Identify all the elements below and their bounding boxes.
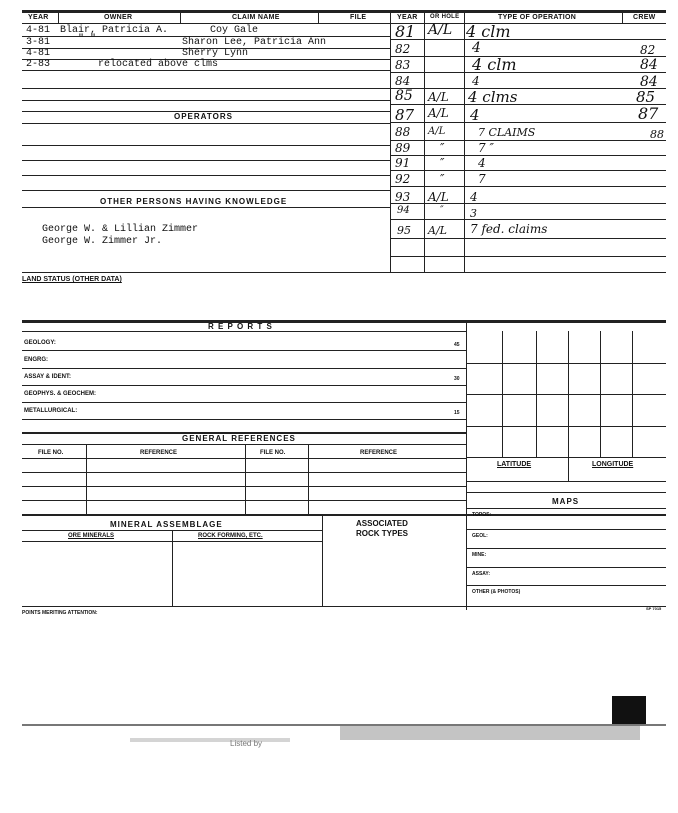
- op-1-year: 81: [395, 22, 416, 41]
- op-8-year: 89: [395, 141, 411, 155]
- op-3-year: 83: [395, 58, 411, 72]
- owner-row-1-claim: Coy Gale: [210, 25, 259, 36]
- op-6-hole: A/L: [428, 106, 449, 120]
- op-3-type: 4 clm: [472, 55, 517, 74]
- knowledge-person-2: George W. Zimmer Jr.: [42, 236, 163, 247]
- maps-other: OTHER (& PHOTOS): [472, 589, 521, 595]
- owner-row-4-year: 2-83: [26, 59, 51, 70]
- reports-title: R E P O R T S: [208, 322, 273, 331]
- op-5-year: 85: [395, 88, 413, 104]
- op-9-year: 91: [395, 156, 411, 170]
- header-file: FILE: [350, 14, 367, 21]
- header-year-2: YEAR: [397, 14, 418, 21]
- op-5-type: 4 clms: [468, 88, 518, 106]
- maps-mine: MINE:: [472, 552, 487, 558]
- op-12-hole: ″: [440, 205, 444, 216]
- op-9-hole: ″: [440, 156, 445, 170]
- op-11-hole: A/L: [428, 190, 449, 204]
- owner-row-2-year: 3-81: [26, 37, 51, 48]
- op-6-crew: 87: [638, 104, 659, 123]
- associated-label: ASSOCIATED: [356, 519, 408, 528]
- header-owner: OWNER: [104, 14, 133, 21]
- ref-file-no-1: FILE NO.: [38, 450, 64, 456]
- rock-forming-label: ROCK FORMING, ETC.: [198, 533, 263, 539]
- report-geology: GEOLOGY:: [24, 340, 56, 346]
- op-4-year: 84: [395, 74, 411, 88]
- op-13-hole: A/L: [428, 224, 447, 237]
- op-4-type: 4: [472, 74, 480, 88]
- op-7-hole: A/L: [428, 126, 446, 137]
- owner-row-3-claim: Sherry Lynn: [182, 48, 249, 59]
- op-10-year: 92: [395, 172, 411, 186]
- ore-minerals-label: ORE MINERALS: [68, 533, 115, 539]
- report-engrg: ENGRG:: [24, 357, 48, 363]
- owner-row-4-owner: relocated above clms: [98, 59, 219, 70]
- op-13-year: 95: [397, 224, 411, 237]
- op-1-type: 4 clm: [466, 22, 511, 41]
- header-year: YEAR: [28, 14, 49, 21]
- op-4-crew: 84: [640, 74, 658, 90]
- op-8-hole: ″: [440, 141, 445, 155]
- op-5-hole: A/L: [428, 90, 449, 104]
- mineral-assemblage-title: MINERAL ASSEMBLAGE: [110, 520, 223, 529]
- form-number: SP 7015: [646, 606, 662, 611]
- header-or-hole: OR HOLE: [430, 14, 460, 20]
- maps-geol: GEOL:: [472, 533, 488, 539]
- owner-row-3-year: 4-81: [26, 48, 51, 59]
- general-references-title: GENERAL REFERENCES: [182, 434, 296, 443]
- report-assay: ASSAY & IDENT:: [24, 374, 72, 380]
- op-10-hole: ″: [440, 172, 445, 186]
- ref-reference-1: REFERENCE: [140, 450, 178, 456]
- maps-topos: TOPOS:: [472, 512, 492, 518]
- ref-reference-2: REFERENCE: [360, 450, 398, 456]
- op-11-year: 93: [395, 190, 411, 204]
- owner-row-1-owner: Blair, Patricia A.: [60, 25, 169, 36]
- owner-row-1-year: 4-81: [26, 25, 51, 36]
- op-11-type: 4: [470, 190, 478, 204]
- rock-types-label: ROCK TYPES: [356, 529, 409, 538]
- header-crew: CREW: [633, 14, 656, 21]
- latitude-label: LATITUDE: [497, 461, 532, 468]
- op-12-type: 3: [470, 207, 477, 220]
- report-geology-num: 45: [454, 342, 460, 348]
- op-12-year: 94: [397, 205, 410, 216]
- op-13-type: 7 fed. claims: [470, 222, 548, 236]
- report-metallurgical: METALLURGICAL:: [24, 408, 78, 414]
- op-9-type: 4: [478, 156, 486, 170]
- op-7-type: 7 CLAIMS: [478, 126, 536, 139]
- maps-assay: ASSAY:: [472, 571, 491, 577]
- owner-row-2-owner: " ": [78, 34, 97, 45]
- op-1-hole: A/L: [428, 22, 453, 38]
- op-2-type: 4: [472, 40, 481, 56]
- longitude-label: LONGITUDE: [592, 461, 634, 468]
- operators-title: OPERATORS: [174, 112, 233, 121]
- report-assay-num: 30: [454, 376, 460, 382]
- land-status-label: LAND STATUS (OTHER DATA): [22, 276, 122, 283]
- maps-title: MAPS: [552, 497, 580, 506]
- op-6-year: 87: [395, 106, 415, 124]
- op-6-type: 4: [470, 106, 480, 124]
- op-7-year: 88: [395, 125, 411, 139]
- scan-text: Listed by: [230, 739, 263, 748]
- op-7-crew: 88: [650, 128, 664, 141]
- header-type-of-operation: TYPE OF OPERATION: [498, 14, 577, 21]
- op-10-type: 7: [478, 172, 486, 186]
- points-meriting-label: POINTS MERITING ATTENTION:: [22, 610, 98, 616]
- owner-row-2-claim: Sharon Lee, Patricia Ann: [182, 37, 327, 48]
- knowledge-title: OTHER PERSONS HAVING KNOWLEDGE: [100, 197, 288, 206]
- header-claim-name: CLAIM NAME: [232, 14, 280, 21]
- ref-file-no-2: FILE NO.: [260, 450, 286, 456]
- report-metallurgical-num: 15: [454, 410, 460, 416]
- op-3-crew: 84: [640, 57, 658, 73]
- op-8-type: 7 ″: [478, 141, 494, 155]
- knowledge-person-1: George W. & Lillian Zimmer: [42, 224, 199, 235]
- op-2-year: 82: [395, 42, 411, 56]
- op-5-crew: 85: [636, 88, 656, 106]
- report-geophys: GEOPHYS. & GEOCHEM:: [24, 391, 97, 397]
- op-2-crew: 82: [640, 43, 656, 57]
